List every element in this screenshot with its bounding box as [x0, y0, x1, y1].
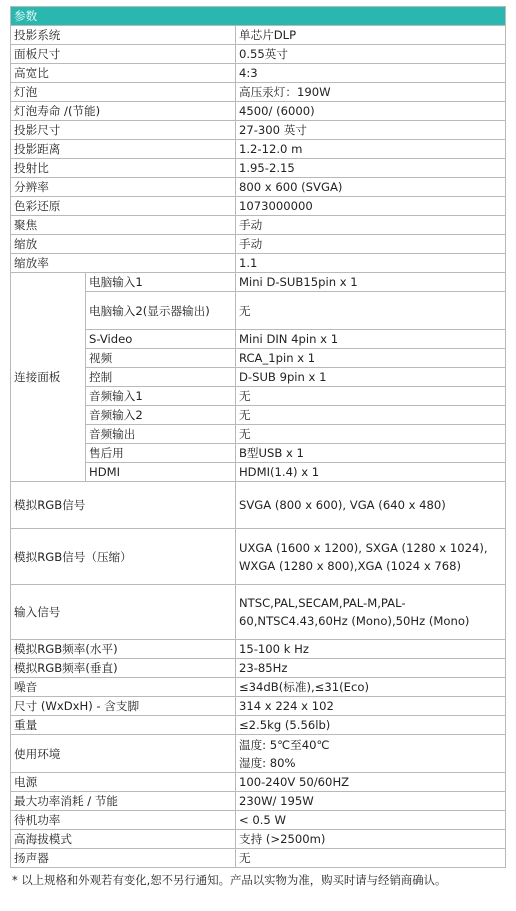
row-value: 230W/ 195W	[235, 792, 505, 811]
row-value: 无	[235, 849, 505, 868]
row-label: 电源	[11, 773, 236, 792]
connection-item-label: 电脑输入1	[85, 273, 235, 292]
table-row	[11, 235, 506, 254]
row-value: 27-300 英寸	[235, 121, 505, 140]
table-row	[11, 585, 506, 640]
connection-item-label: 电脑输入2(显示器输出)	[85, 292, 235, 330]
table-row	[11, 773, 506, 792]
row-value: 100-240V 50/60HZ	[235, 773, 505, 792]
connection-item-label: 音频输入2	[85, 406, 235, 425]
table-row	[11, 830, 506, 849]
connection-item-label: 视频	[85, 349, 235, 368]
row-value: 1.1	[235, 254, 505, 273]
row-value: 4500/ (6000)	[235, 102, 505, 121]
row-value: 4:3	[235, 64, 505, 83]
connection-item-value: 无	[235, 292, 505, 330]
row-value: NTSC,PAL,SECAM,PAL-M,PAL-60,NTSC4.43,60Hz (Mono),50Hz (Mono)	[235, 585, 505, 640]
table-row	[11, 406, 506, 425]
row-value: 手动	[235, 216, 505, 235]
row-label: 面板尺寸	[11, 45, 236, 64]
table-row	[11, 678, 506, 697]
row-label: 高宽比	[11, 64, 236, 83]
row-label: 高海拔模式	[11, 830, 236, 849]
row-label: 重量	[11, 716, 236, 735]
row-label: 尺寸 (WxDxH) - 含支脚	[11, 697, 236, 716]
connection-item-value: B型USB x 1	[235, 444, 505, 463]
temperature-line: 温度: 5℃至40℃	[238, 737, 330, 752]
table-row	[11, 83, 506, 102]
row-value: 800 x 600 (SVGA)	[235, 178, 505, 197]
row-label: 投影距离	[11, 140, 236, 159]
connection-item-value: HDMI(1.4) x 1	[235, 463, 505, 482]
table-row	[11, 349, 506, 368]
row-value: 0.55英寸	[235, 45, 505, 64]
row-value: 23-85Hz	[235, 659, 505, 678]
table-row	[11, 197, 506, 216]
table-row	[11, 140, 506, 159]
row-value: 手动	[235, 235, 505, 254]
row-label: 聚焦	[11, 216, 236, 235]
row-label: 扬声器	[11, 849, 236, 868]
table-row	[11, 811, 506, 830]
row-value: 314 x 224 x 102	[235, 697, 505, 716]
row-label: 投影尺寸	[11, 121, 236, 140]
table-row	[11, 254, 506, 273]
table-row	[11, 216, 506, 235]
table-row	[11, 529, 506, 585]
table-row	[11, 849, 506, 868]
row-label: 最大功率消耗 / 节能	[11, 792, 236, 811]
row-label: 投影系统	[11, 26, 236, 45]
table-row	[11, 102, 506, 121]
connection-item-label: 音频输入1	[85, 387, 235, 406]
row-value: 高压汞灯：190W	[235, 83, 505, 102]
table-row	[11, 292, 506, 330]
table-row	[11, 330, 506, 349]
table-row	[11, 121, 506, 140]
table-header-row	[11, 7, 506, 26]
row-value: 1.95-2.15	[235, 159, 505, 178]
connection-item-label: 音频输出	[85, 425, 235, 444]
connection-item-value: D-SUB 9pin x 1	[235, 368, 505, 387]
table-row	[11, 792, 506, 811]
row-label: 输入信号	[11, 585, 236, 640]
table-row	[11, 26, 506, 45]
row-label: 色彩还原	[11, 197, 236, 216]
table-row	[11, 178, 506, 197]
table-row	[11, 697, 506, 716]
connection-item-value: 无	[235, 425, 505, 444]
connection-item-value: RCA_1pin x 1	[235, 349, 505, 368]
row-value: 1.2-12.0 m	[235, 140, 505, 159]
row-label: 模拟RGB信号（压缩）	[11, 529, 236, 585]
table-row	[11, 425, 506, 444]
row-label: 缩放	[11, 235, 236, 254]
row-value: ≤2.5kg (5.56lb)	[235, 716, 505, 735]
connection-item-label: S-Video	[85, 330, 235, 349]
table-row	[11, 463, 506, 482]
row-value: UXGA (1600 x 1200), SXGA (1280 x 1024), WXGA (1280 x 800),XGA (1024 x 768)	[235, 529, 505, 585]
row-label: 噪音	[11, 678, 236, 697]
table-row	[11, 659, 506, 678]
row-value: 支持 (>2500m)	[235, 830, 505, 849]
connection-item-label: 售后用	[85, 444, 235, 463]
table-row	[11, 64, 506, 83]
row-value: ≤34dB(标准),≤31(Eco)	[235, 678, 505, 697]
connection-panel-label: 连接面板	[11, 273, 86, 482]
row-value: < 0.5 W	[235, 811, 505, 830]
row-label: 灯泡	[11, 83, 236, 102]
table-row	[11, 716, 506, 735]
connection-item-label: 控制	[85, 368, 235, 387]
row-label: 缩放率	[11, 254, 236, 273]
row-label: 分辨率	[11, 178, 236, 197]
table-row	[11, 640, 506, 659]
row-label: 投射比	[11, 159, 236, 178]
table-header: 参数	[11, 7, 506, 26]
footnote: * 以上规格和外观若有变化,恕不另行通知。产品以实物为准，购买时请与经销商确认。	[12, 873, 447, 887]
table-row	[11, 159, 506, 178]
row-value: 单芯片DLP	[235, 26, 505, 45]
row-label: 模拟RGB频率(水平)	[11, 640, 236, 659]
humidity-line: 湿度: 80%	[238, 755, 296, 770]
row-value: 1073000000	[235, 197, 505, 216]
row-label: 使用环境	[11, 735, 236, 773]
row-value: SVGA (800 x 600), VGA (640 x 480)	[235, 482, 505, 529]
row-label: 待机功率	[11, 811, 236, 830]
table-row	[11, 735, 506, 773]
row-value	[235, 735, 505, 773]
spec-table	[10, 6, 506, 868]
connection-item-value: Mini DIN 4pin x 1	[235, 330, 505, 349]
row-label: 灯泡寿命 /(节能)	[11, 102, 236, 121]
connection-item-value: Mini D-SUB15pin x 1	[235, 273, 505, 292]
table-row	[11, 444, 506, 463]
table-row	[11, 273, 506, 292]
table-row	[11, 368, 506, 387]
row-label: 模拟RGB频率(垂直)	[11, 659, 236, 678]
spec-sheet	[10, 6, 506, 868]
row-label: 模拟RGB信号	[11, 482, 236, 529]
connection-item-value: 无	[235, 387, 505, 406]
connection-item-label: HDMI	[85, 463, 235, 482]
table-row	[11, 482, 506, 529]
row-value: 15-100 k Hz	[235, 640, 505, 659]
connection-item-value: 无	[235, 406, 505, 425]
table-row	[11, 45, 506, 64]
table-row	[11, 387, 506, 406]
